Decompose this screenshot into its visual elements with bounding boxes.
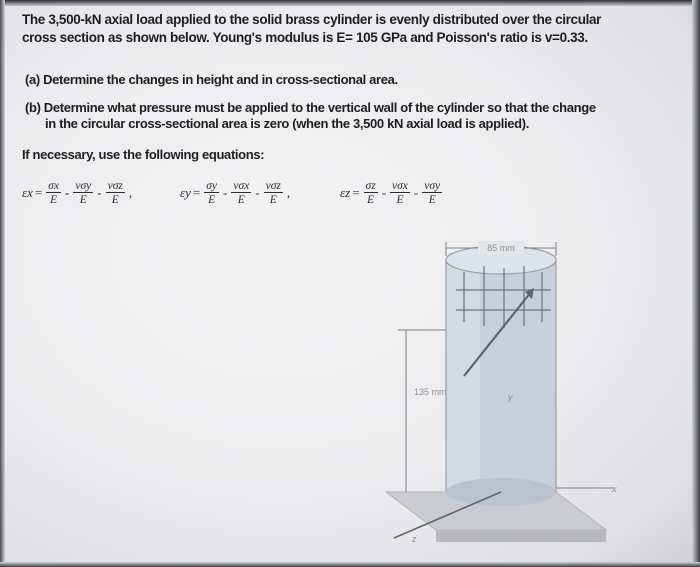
minus-sign: -: [381, 185, 387, 200]
photo-edge-right: [692, 0, 700, 567]
fraction: [204, 180, 219, 206]
part-b-text-line-2: in the circular cross-sectional area is zero (when the 3,500 kN axial load is applied).: [45, 116, 529, 131]
equations-intro: If necessary, use the following equations:: [22, 147, 265, 162]
lhs: εx: [22, 185, 33, 200]
part-b-text-line-1: (b) Determine what pressure must be applied to the vertical wall of the cylinder so that the change: [25, 100, 596, 115]
fraction: [422, 180, 442, 206]
axis-z-label: z: [412, 534, 417, 544]
denominator: E: [111, 194, 119, 206]
fraction: [264, 180, 283, 206]
problem-statement: [22, 11, 601, 47]
statement-line-2: cross section as shown below. Young's modulus is E= 105 GPa and Poisson's ratio is v=0.33.: [22, 30, 588, 45]
minus-sign: -: [97, 185, 102, 200]
denominator: E: [50, 194, 58, 206]
statement-line-1: The 3,500-kN axial load applied to the solid brass cylinder is evenly distributed over the circular: [22, 12, 602, 27]
numerator: vσy: [424, 180, 441, 192]
numerator: σz: [365, 180, 376, 192]
equals-sign: =: [34, 185, 43, 200]
part-a-text: (a) Determine the changes in height and in cross-sectional area.: [25, 72, 398, 87]
minus-sign: -: [413, 185, 419, 200]
fraction: [231, 180, 251, 206]
cylinder-diagram: [376, 230, 666, 550]
fraction: [106, 180, 125, 206]
denominator: E: [269, 194, 277, 206]
height-label: 135 mm: [414, 387, 447, 397]
fraction: [73, 180, 93, 206]
diameter-label: 85 mm: [487, 243, 515, 253]
axis-y-label: y: [508, 392, 513, 402]
numerator: vσx: [233, 180, 250, 192]
equation-strain-x: [22, 173, 134, 213]
photo-edge-top: [0, 0, 700, 6]
photo-edge-bottom: [0, 562, 700, 567]
denominator: E: [428, 194, 436, 206]
minus-sign: -: [65, 185, 70, 200]
equation-strain-z: [340, 173, 444, 213]
comma: ,: [286, 185, 291, 200]
lhs: εy: [180, 185, 191, 200]
denominator: E: [367, 194, 375, 206]
axis-x-label: x: [612, 484, 617, 494]
equation-strain-y: [180, 173, 292, 213]
numerator: vσz: [265, 180, 281, 192]
numerator: vσz: [107, 180, 123, 192]
denominator: E: [237, 194, 245, 206]
comma: ,: [128, 185, 133, 200]
minus-sign: -: [223, 185, 228, 200]
equals-sign: =: [192, 185, 201, 200]
photo-edge-left: [0, 0, 5, 567]
denominator: E: [79, 194, 87, 206]
denominator: E: [396, 194, 404, 206]
equals-sign: =: [352, 185, 360, 200]
denominator: E: [208, 194, 216, 206]
cylinder-highlight: [446, 260, 480, 492]
fraction: [390, 180, 410, 206]
minus-sign: -: [255, 185, 260, 200]
numerator: σy: [206, 180, 218, 192]
numerator: vσx: [392, 180, 408, 192]
lhs: εz: [340, 185, 351, 200]
numerator: vσy: [75, 180, 92, 192]
fraction: [46, 180, 61, 206]
strain-equations: [22, 173, 492, 213]
numerator: σx: [48, 180, 60, 192]
base-plate-edge: [436, 530, 606, 542]
fraction: [364, 180, 378, 206]
